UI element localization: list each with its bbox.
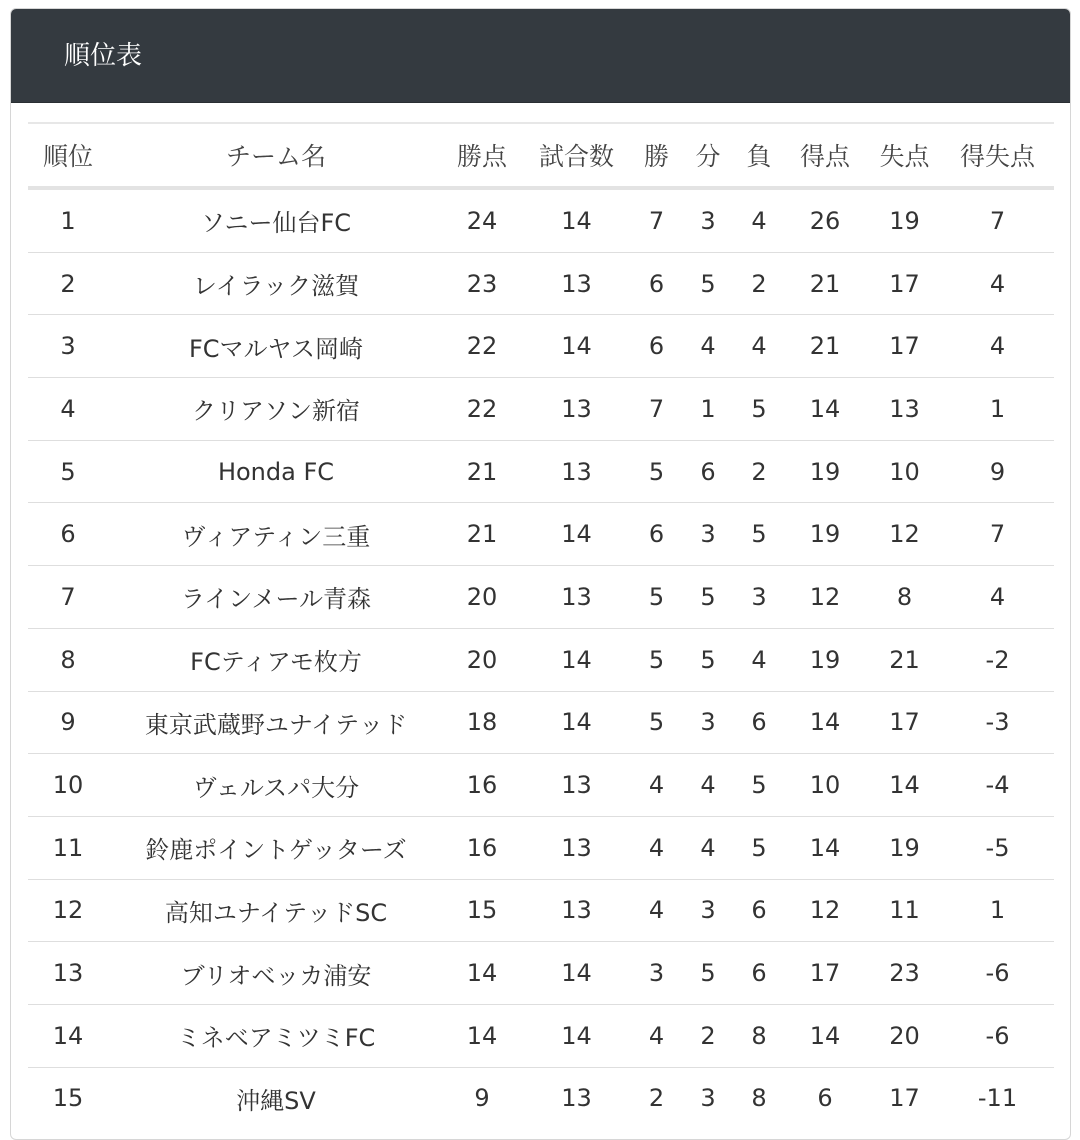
cell-team-name: Honda FC — [108, 440, 444, 503]
cell-points: 24 — [466, 206, 498, 235]
cell-wins: 3 — [633, 942, 680, 1005]
cell-wins: 5 — [633, 566, 680, 629]
cell-rank: 9 — [28, 691, 108, 754]
cell-goal-difference: -6 — [941, 1004, 1054, 1067]
cell-wins: 5 — [633, 691, 680, 754]
standings-table — [28, 122, 1054, 1129]
cell-goal-difference: -5 — [941, 816, 1054, 879]
cell-team-name: FCマルヤス岡崎 — [108, 315, 444, 378]
cell-goals-against: 17 — [868, 1067, 941, 1129]
cell-goals-for: 19 — [782, 440, 868, 503]
column-header-matches: 試合数 — [520, 123, 633, 188]
cell-rank: 11 — [28, 816, 108, 879]
cell-draws: 4 — [680, 315, 736, 378]
cell-losses: 4 — [751, 206, 767, 235]
table-row — [28, 942, 1054, 1005]
cell-losses: 4 — [736, 315, 782, 378]
cell-draws: 5 — [680, 628, 736, 691]
table-row — [28, 879, 1054, 942]
cell-draws: 3 — [680, 691, 736, 754]
cell-wins: 5 — [633, 628, 680, 691]
cell-draws: 5 — [680, 566, 736, 629]
cell-goals-for: 14 — [782, 1004, 868, 1067]
cell-goals-against: 14 — [868, 754, 941, 817]
cell-team-name: ラインメール青森 — [108, 566, 444, 629]
cell-points: 14 — [444, 942, 520, 1005]
cell-rank: 7 — [28, 566, 108, 629]
table-row — [28, 503, 1054, 566]
cell-losses: 2 — [736, 440, 782, 503]
cell-points: 16 — [444, 816, 520, 879]
table-row — [28, 315, 1054, 378]
column-header-draws: 分 — [680, 123, 736, 188]
table-row — [28, 440, 1054, 503]
cell-draws: 3 — [680, 1067, 736, 1129]
cell-draws: 3 — [700, 206, 716, 235]
standings-table-wrap — [28, 122, 1054, 1129]
cell-losses: 6 — [736, 691, 782, 754]
cell-wins: 6 — [633, 315, 680, 378]
cell-wins: 4 — [633, 879, 680, 942]
cell-losses: 6 — [736, 942, 782, 1005]
cell-goal-difference: -3 — [941, 691, 1054, 754]
cell-points: 22 — [444, 315, 520, 378]
cell-draws: 1 — [680, 378, 736, 441]
table-row — [28, 378, 1054, 441]
cell-goals-for: 19 — [782, 628, 868, 691]
cell-goals-for: 21 — [782, 315, 868, 378]
cell-goal-difference: 1 — [941, 879, 1054, 942]
table-header-row — [28, 123, 1054, 188]
cell-team-name: FCティアモ枚方 — [108, 628, 444, 691]
cell-wins: 2 — [633, 1067, 680, 1129]
cell-goals-against: 17 — [868, 252, 941, 315]
cell-wins: 4 — [633, 754, 680, 817]
cell-matches: 13 — [520, 754, 633, 817]
cell-goal-difference: 4 — [941, 252, 1054, 315]
cell-goals-against: 12 — [868, 503, 941, 566]
cell-points: 23 — [444, 252, 520, 315]
cell-goals-for: 14 — [782, 816, 868, 879]
cell-goals-against: 17 — [868, 691, 941, 754]
cell-matches: 14 — [520, 628, 633, 691]
cell-points: 18 — [444, 691, 520, 754]
cell-team-name: ソニー仙台FC — [200, 209, 352, 238]
table-row — [28, 188, 1054, 252]
cell-goal-difference: -6 — [941, 942, 1054, 1005]
column-header-goals-for: 得点 — [782, 123, 868, 188]
cell-team-name: 高知ユナイテッドSC — [108, 879, 444, 942]
cell-team-name: 鈴鹿ポイントゲッターズ — [108, 816, 444, 879]
cell-matches: 13 — [520, 1067, 633, 1129]
cell-matches: 13 — [520, 879, 633, 942]
cell-goals-for: 6 — [782, 1067, 868, 1129]
cell-rank: 14 — [28, 1004, 108, 1067]
cell-goals-against: 17 — [868, 315, 941, 378]
cell-goal-difference: -2 — [941, 628, 1054, 691]
column-header-goals-against: 失点 — [868, 123, 941, 188]
cell-matches: 13 — [520, 816, 633, 879]
cell-wins: 4 — [633, 816, 680, 879]
cell-rank: 12 — [28, 879, 108, 942]
cell-losses: 8 — [736, 1067, 782, 1129]
cell-matches: 14 — [561, 206, 592, 235]
cell-goals-against: 11 — [868, 879, 941, 942]
cell-rank: 2 — [28, 252, 108, 315]
cell-goals-against: 21 — [868, 628, 941, 691]
cell-points: 16 — [444, 754, 520, 817]
cell-matches: 14 — [520, 691, 633, 754]
cell-goals-against: 19 — [868, 816, 941, 879]
cell-matches: 13 — [520, 252, 633, 315]
column-header-points: 勝点 — [444, 123, 520, 188]
cell-team-name: クリアソン新宿 — [108, 378, 444, 441]
cell-team-name: レイラック滋賀 — [108, 252, 444, 315]
cell-wins: 4 — [633, 1004, 680, 1067]
cell-goals-for: 14 — [782, 378, 868, 441]
table-row — [28, 754, 1054, 817]
cell-goals-for: 19 — [782, 503, 868, 566]
cell-matches: 14 — [520, 503, 633, 566]
cell-wins: 5 — [633, 440, 680, 503]
cell-wins: 7 — [648, 206, 665, 235]
cell-goals-for: 12 — [782, 566, 868, 629]
cell-team-name: 沖縄SV — [108, 1067, 444, 1129]
cell-team-name: 東京武蔵野ユナイテッド — [108, 691, 444, 754]
cell-points: 22 — [444, 378, 520, 441]
table-body — [28, 188, 1054, 1129]
cell-goals-against: 19 — [889, 206, 920, 235]
cell-rank: 1 — [60, 206, 76, 235]
card-title: 順位表 — [11, 9, 1070, 103]
cell-points: 9 — [444, 1067, 520, 1129]
cell-goal-difference: 1 — [941, 378, 1054, 441]
standings-card — [10, 8, 1071, 1140]
cell-rank: 4 — [28, 378, 108, 441]
cell-goals-against: 20 — [868, 1004, 941, 1067]
cell-goals-for: 26 — [809, 206, 841, 235]
cell-rank: 8 — [28, 628, 108, 691]
cell-rank: 10 — [28, 754, 108, 817]
cell-team-name: ヴェルスパ大分 — [108, 754, 444, 817]
cell-points: 21 — [444, 503, 520, 566]
cell-goal-difference: 9 — [941, 440, 1054, 503]
cell-rank: 3 — [28, 315, 108, 378]
cell-losses: 5 — [736, 378, 782, 441]
cell-goal-difference: 4 — [941, 566, 1054, 629]
cell-matches: 13 — [520, 378, 633, 441]
cell-losses: 3 — [736, 566, 782, 629]
cell-goals-for: 21 — [782, 252, 868, 315]
cell-matches: 13 — [520, 566, 633, 629]
cell-goals-against: 23 — [868, 942, 941, 1005]
cell-matches: 14 — [520, 315, 633, 378]
cell-goals-for: 10 — [782, 754, 868, 817]
cell-goal-difference: -11 — [941, 1067, 1054, 1129]
cell-draws: 3 — [680, 503, 736, 566]
cell-wins: 6 — [633, 503, 680, 566]
cell-wins: 7 — [633, 378, 680, 441]
cell-draws: 5 — [680, 252, 736, 315]
table-row — [28, 1004, 1054, 1067]
cell-goals-for: 12 — [782, 879, 868, 942]
column-header-wins: 勝 — [633, 123, 680, 188]
table-row — [28, 1067, 1054, 1129]
cell-losses: 5 — [736, 816, 782, 879]
cell-draws: 3 — [680, 879, 736, 942]
column-header-team-name: チーム名 — [108, 123, 444, 188]
cell-losses: 4 — [736, 628, 782, 691]
table-row — [28, 628, 1054, 691]
cell-rank: 6 — [28, 503, 108, 566]
cell-matches: 13 — [520, 440, 633, 503]
column-header-losses: 負 — [736, 123, 782, 188]
cell-goals-against: 10 — [868, 440, 941, 503]
table-row — [28, 691, 1054, 754]
cell-team-name: ヴィアティン三重 — [108, 503, 444, 566]
cell-team-name: ミネベアミツミFC — [108, 1004, 444, 1067]
cell-points: 15 — [444, 879, 520, 942]
cell-goal-difference: -4 — [941, 754, 1054, 817]
column-header-rank: 順位 — [28, 123, 108, 188]
cell-goal-difference: 4 — [941, 315, 1054, 378]
cell-points: 20 — [444, 628, 520, 691]
table-row — [28, 252, 1054, 315]
cell-rank: 15 — [28, 1067, 108, 1129]
cell-goals-for: 14 — [782, 691, 868, 754]
cell-losses: 5 — [736, 503, 782, 566]
cell-points: 21 — [444, 440, 520, 503]
cell-rank: 5 — [28, 440, 108, 503]
cell-losses: 2 — [736, 252, 782, 315]
cell-losses: 8 — [736, 1004, 782, 1067]
cell-draws: 6 — [680, 440, 736, 503]
cell-losses: 6 — [736, 879, 782, 942]
cell-goal-difference: 7 — [989, 206, 1006, 235]
cell-draws: 4 — [680, 754, 736, 817]
cell-goals-against: 13 — [868, 378, 941, 441]
cell-team-name: ブリオベッカ浦安 — [108, 942, 444, 1005]
cell-rank: 13 — [28, 942, 108, 1005]
cell-matches: 14 — [520, 1004, 633, 1067]
cell-wins: 6 — [633, 252, 680, 315]
cell-points: 14 — [444, 1004, 520, 1067]
cell-goal-difference: 7 — [941, 503, 1054, 566]
cell-losses: 5 — [736, 754, 782, 817]
cell-draws: 5 — [680, 942, 736, 1005]
cell-goals-for: 17 — [782, 942, 868, 1005]
cell-draws: 2 — [680, 1004, 736, 1067]
cell-draws: 4 — [680, 816, 736, 879]
table-row — [28, 566, 1054, 629]
table-row — [28, 816, 1054, 879]
cell-matches: 14 — [520, 942, 633, 1005]
column-header-goal-difference: 得失点 — [941, 123, 1054, 188]
cell-goals-against: 8 — [868, 566, 941, 629]
cell-points: 20 — [444, 566, 520, 629]
